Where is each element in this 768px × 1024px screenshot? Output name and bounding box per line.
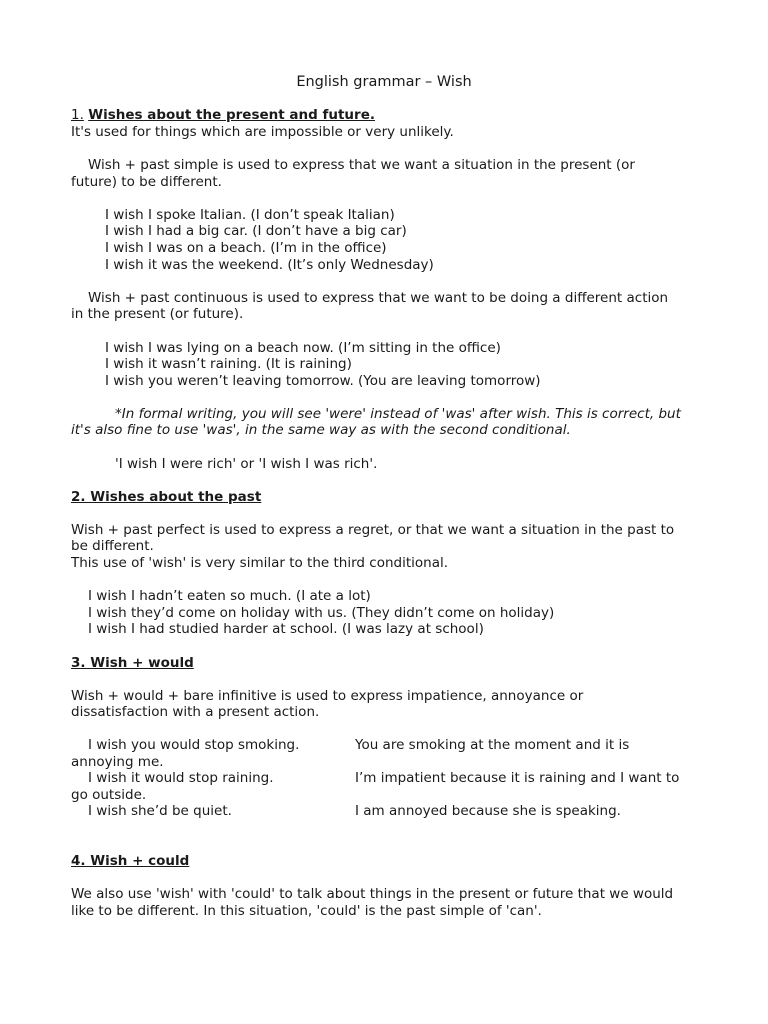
example-line: I wish I had studied harder at school. (I was lazy at school) (88, 621, 484, 637)
section-1-title: Wishes about the present and future. (88, 107, 375, 123)
page-title: English grammar – Wish (296, 74, 472, 90)
note-example: 'I wish I were rich' or 'I wish I was rich'. (115, 456, 378, 472)
example-explanation-cont: annoying me. (71, 754, 164, 770)
section-1-intro: It's used for things which are impossible or very unlikely. (71, 124, 454, 140)
section-1-para-1-line-1: Wish + past simple is used to express that we want a situation in the present (or (88, 157, 635, 173)
example-wish: I wish she’d be quiet. (88, 803, 232, 819)
example-explanation-cont: go outside. (71, 787, 147, 803)
section-1-para-2-line-2: in the present (or future). (71, 306, 244, 322)
section-2-para-line-3: This use of 'wish' is very similar to the third conditional. (71, 555, 449, 571)
example-line: I wish I was on a beach. (I’m in the office) (105, 240, 387, 256)
example-wish: I wish it would stop raining. (88, 770, 274, 786)
example-line: I wish you weren’t leaving tomorrow. (You are leaving tomorrow) (105, 373, 541, 389)
note-line-2: it's also fine to use 'was', in the same way as with the second conditional. (71, 422, 571, 438)
example-line: I wish I had a big car. (I don’t have a big car) (105, 223, 407, 239)
section-3-para-line-1: Wish + would + bare infinitive is used to express impatience, annoyance or (71, 688, 584, 704)
section-2-heading: 2. Wishes about the past (71, 489, 262, 505)
section-3-para-line-2: dissatisfaction with a present action. (71, 704, 320, 720)
example-line: I wish it was the weekend. (It’s only Wednesday) (105, 257, 434, 273)
section-3-heading: 3. Wish + would (71, 655, 194, 671)
section-2-para-line-2: be different. (71, 538, 154, 554)
section-1-number: 1. (71, 107, 84, 123)
example-explanation: I’m impatient because it is raining and I want to (355, 770, 680, 786)
example-wish: I wish you would stop smoking. (88, 737, 300, 753)
example-line: I wish I was lying on a beach now. (I’m sitting in the office) (105, 340, 501, 356)
section-2-para-line-1: Wish + past perfect is used to express a regret, or that we want a situation in the past to (71, 522, 675, 538)
example-explanation: I am annoyed because she is speaking. (355, 803, 621, 819)
example-line: I wish it wasn’t raining. (It is raining) (105, 356, 352, 372)
section-4-heading: 4. Wish + could (71, 853, 190, 869)
section-1-para-2-line-1: Wish + past continuous is used to express that we want to be doing a different action (88, 290, 669, 306)
example-line: I wish I hadn’t eaten so much. (I ate a lot) (88, 588, 371, 604)
example-line: I wish they’d come on holiday with us. (They didn’t come on holiday) (88, 605, 555, 621)
section-4-para-line-1: We also use 'wish' with 'could' to talk about things in the present or future that we would (71, 886, 674, 902)
section-1-para-1-line-2: future) to be different. (71, 174, 222, 190)
example-line: I wish I spoke Italian. (I don’t speak Italian) (105, 207, 395, 223)
section-4-para-line-2: like to be different. In this situation, 'could' is the past simple of 'can'. (71, 903, 542, 919)
note-line-1: *In formal writing, you will see 'were' instead of 'was' after wish. This is correct, but (115, 406, 681, 422)
section-1-heading (71, 107, 375, 124)
example-explanation: You are smoking at the moment and it is (355, 737, 630, 753)
